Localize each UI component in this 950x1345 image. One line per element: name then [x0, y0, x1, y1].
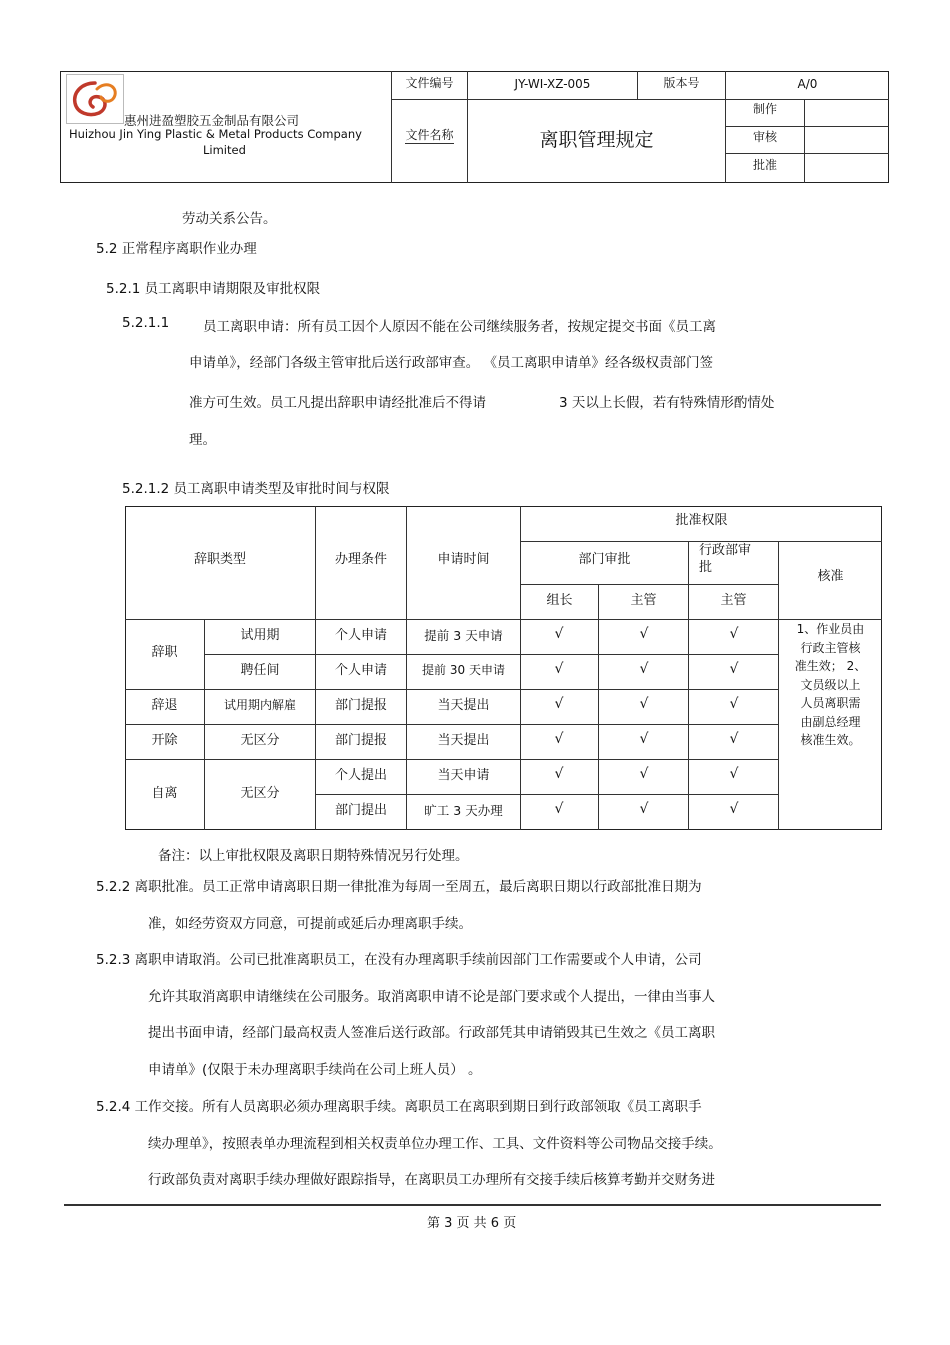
check-mark: √	[554, 801, 564, 817]
note-line: 准生效； 2、	[794, 659, 867, 673]
row-condition: 部门提报	[334, 698, 387, 713]
table-grid-line	[315, 794, 778, 795]
check-mark: √	[639, 801, 649, 817]
paragraph-line: 准方可生效。员工凡提出辞职申请经批准后不得请	[189, 395, 486, 411]
check-mark: √	[554, 731, 564, 747]
check-mark: √	[554, 626, 564, 642]
group-cell-fire: 开除	[151, 733, 178, 748]
paragraph-line: 3 天以上长假，若有特殊情形酌情处	[559, 395, 775, 411]
note-line: 由副总经理	[800, 714, 861, 729]
note-line: 人员离职需	[800, 696, 861, 710]
table-grid-line	[125, 619, 882, 620]
table-remark: 备注：以上审批权限及离职日期特殊情况另行处理。	[158, 848, 469, 864]
paragraph: 劳动关系公告。	[182, 211, 277, 227]
paragraph-line: 理。	[189, 432, 216, 448]
header-cell-admin-supervisor: 主管	[720, 593, 747, 608]
version-value: A/0	[797, 77, 818, 91]
paragraph-line: 行政部负责对离职手续办理做好跟踪指导，在离职员工办理所有交接手续后核算考勤并交财务进	[148, 1172, 715, 1188]
row-sub-type: 无区分	[240, 733, 280, 748]
group-cell-resign: 辞职	[151, 645, 178, 660]
header-cell-authority: 批准权限	[675, 513, 728, 528]
file-name-label-text: 文件名称	[405, 128, 454, 142]
row-time: 提前 3 天申请	[424, 628, 503, 643]
company-name-en-2: Limited	[203, 143, 246, 157]
check-mark: √	[639, 661, 649, 677]
header-cell-dept: 部门审批	[578, 552, 631, 567]
header-divider	[391, 99, 889, 100]
paragraph-line: 续办理单》，按照表单办理流程到相关权责单位办理工作、工具、文件资料等公司物品交接手续。	[148, 1136, 722, 1152]
check-mark: √	[729, 766, 739, 782]
check-mark: √	[729, 661, 739, 677]
row-sub-type: 聘任间	[240, 663, 280, 678]
header-cell-leader: 组长	[546, 593, 573, 608]
review-label: 审核	[752, 130, 777, 144]
paragraph-line: 员工离职申请：所有员工因个人原因不能在公司继续服务者，按规定提交书面《员工离	[203, 319, 716, 335]
subsection-heading: 5.2.1 员工离职申请期限及审批权限	[106, 281, 321, 297]
header-cell-supervisor: 主管	[630, 593, 657, 608]
check-mark: √	[554, 766, 564, 782]
row-condition: 个人申请	[334, 663, 387, 678]
row-time: 当天提出	[437, 698, 490, 713]
table-grid-line	[125, 724, 778, 725]
paragraph-line: 准，如经劳资双方同意，可提前或延后办理离职手续。	[148, 916, 472, 932]
header-divider	[725, 153, 889, 154]
row-condition: 个人申请	[334, 628, 387, 643]
header-cell-admin-line2: 批	[699, 560, 713, 575]
check-mark: √	[729, 626, 739, 642]
paragraph-line: 5.2.3 离职申请取消。公司已批准离职员工，在没有办理离职手续前因部门工作需要或个人申请，公司	[96, 952, 702, 968]
note-cell	[779, 620, 882, 750]
check-mark: √	[554, 661, 564, 677]
subsection-heading: 5.2.1.2 员工离职申请类型及审批时间与权限	[122, 481, 390, 497]
row-condition: 个人提出	[334, 768, 387, 783]
row-sub-type: 试用期内解雇	[223, 698, 296, 712]
table-grid-line	[520, 584, 778, 585]
header-divider	[804, 99, 805, 183]
clause-number: 5.2.1.1	[122, 315, 170, 331]
check-mark: √	[729, 731, 739, 747]
company-logo	[66, 74, 124, 124]
paragraph-line: 提出书面申请，经部门最高权责人签准后送行政部。行政部凭其申请销毁其已生效之《员工离职	[148, 1025, 715, 1041]
version-label: 版本号	[663, 76, 700, 90]
file-number-label: 文件编号	[405, 76, 454, 90]
document-title: 离职管理规定	[539, 129, 654, 151]
header-cell-final: 核准	[817, 569, 844, 584]
company-name-en: Huizhou Jin Ying Plastic & Metal Products Company	[69, 127, 362, 141]
note-line: 文员级以上	[800, 677, 861, 692]
section-heading: 5.2 正常程序离职作业办理	[96, 241, 257, 257]
paragraph-line: 申请单》，经部门各级主管审批后送行政部审查。 《员工离职申请单》经各级权责部门签	[189, 355, 714, 371]
paragraph-line: 允许其取消离职申请继续在公司服务。取消离职申请不论是部门要求或个人提出，一律由当事人	[148, 989, 715, 1005]
row-sub-type: 无区分	[240, 786, 280, 801]
header-cell-admin	[689, 542, 778, 576]
page-number: 第 3 页 共 6 页	[427, 1216, 517, 1231]
header-cell-type: 辞职类型	[193, 552, 246, 567]
check-mark: √	[639, 766, 649, 782]
footer-divider	[64, 1204, 881, 1206]
row-time: 当天申请	[437, 768, 490, 783]
group-cell-self: 自离	[151, 786, 178, 801]
header-divider	[725, 126, 889, 127]
check-mark: √	[639, 626, 649, 642]
table-grid-line	[204, 654, 778, 655]
note-line: 1、作业员由	[796, 622, 865, 636]
file-number-value: JY-WI-XZ-005	[514, 77, 591, 91]
header-cell-admin-line1: 行政部审	[699, 543, 752, 558]
row-condition: 部门提出	[334, 803, 387, 818]
check-mark: √	[554, 696, 564, 712]
header-cell-condition: 办理条件	[334, 552, 387, 567]
check-mark: √	[729, 696, 739, 712]
check-mark: √	[729, 801, 739, 817]
paragraph-line: 5.2.4 工作交接。所有人员离职必须办理离职手续。离职员工在离职到期日到行政部领取《员工离职手	[96, 1099, 702, 1115]
row-time: 提前 30 天申请	[422, 663, 505, 677]
paragraph-line: 5.2.2 离职批准。员工正常申请离职日期一律批准为每周一至周五，最后离职日期以行政部批准日期为	[96, 879, 702, 895]
note-line: 行政主管核	[800, 640, 861, 655]
row-condition: 部门提报	[334, 733, 387, 748]
approve-label: 批准	[752, 158, 777, 172]
row-time: 当天提出	[437, 733, 490, 748]
row-time: 旷工 3 天办理	[424, 803, 503, 818]
table-grid-line	[125, 689, 778, 690]
check-mark: √	[639, 696, 649, 712]
table-grid-line	[125, 759, 778, 760]
file-name-label	[392, 126, 467, 143]
check-mark: √	[639, 731, 649, 747]
row-sub-type: 试用期	[240, 628, 280, 643]
group-cell-dismiss: 辞退	[151, 698, 178, 713]
note-line: 核准生效。	[800, 733, 861, 747]
company-name-cn: 惠州进盈塑胶五金制品有限公司	[124, 113, 300, 128]
header-cell-time: 申请时间	[437, 552, 490, 567]
made-label: 制作	[752, 102, 777, 116]
paragraph-line: 申请单》(仅限于未办理离职手续尚在公司上班人员） 。	[148, 1062, 482, 1078]
